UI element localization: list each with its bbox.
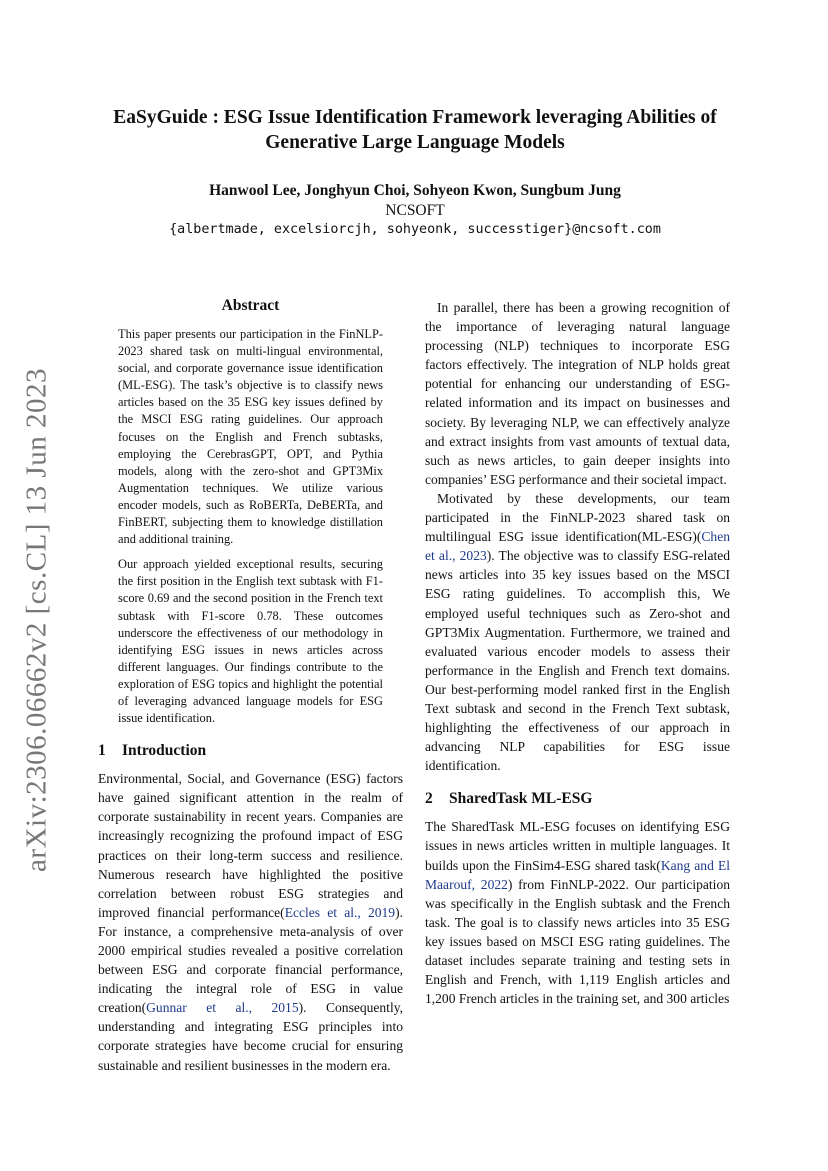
citation-link[interactable]: Chen et al., 2023 [425,529,730,564]
citation-link[interactable]: Eccles et al., 2019 [284,904,396,920]
author-emails: {albertmade, excelsiorcjh, sohyeonk, successtiger}@ncsoft.com [169,222,661,237]
abstract-paragraph: Our approach yielded exceptional results, securing the first position in the English text subtask with F1-score 0.69 and the second position in the French text subtask with F1-score 0.78. These outcomes underscore the effectiveness of our methodology in identifying ESG issues in news articles across different languages. Our findings contribute to the exploration of ESG topics and highlight the potential of leveraging advanced language models for ESG issue identification. [118,557,383,726]
shared-task-paragraph: The SharedTask ML-ESG focuses on identifying ESG issues in news articles written in multiple languages. It builds upon the FinSim4-ESG shared task(Kang and El Maarouf, 2022) from FinNLP-2022. Our participation was specifically in the English subtask and the French task. The goal is to classify news articles into 35 ESG key issues based on MSCI ESG rating guidelines. The dataset includes separate training and testing sets in English and French, with 1,119 English articles and 1,200 French articles in the training set, and 300 articles [425,819,731,1007]
affiliation: NCSOFT [385,202,445,219]
intro-paragraph-1: Environmental, Social, and Governance (ESG) factors have gained significant attention in the realm of corporate sustainability in recent years. Companies are increasingly recognizing the profound impact of ESG practices on their long-term success and resilience. Numerous research have highlighted the positive correlation between robust ESG strategies and improved financial performance(Eccles et al., 2019). For instance, a comprehensive meta-analysis of over 2000 empirical studies revealed a positive correlation between ESG and corporate financial performance, indicating the integral role of ESG in value creation(Gunnar et al., 2015). Consequently, understanding and integrating ESG principles into corporate strategies have become crucial for ensuring sustainable and resilient businesses in the modern era. [98,771,403,1073]
intro-paragraph-2: In parallel, there has been a growing recognition of the importance of leveraging natural language processing (NLP) techniques to incorporate ESG factors effectively. The integration of NLP holds great potential for enhancing our understanding of ESG-related information and its impact on businesses and society. By leveraging NLP, we can effectively analyze and extract insights from vast amounts of textual data, such as news articles, to gain deeper insights into companies’ ESG performance and their societal impact. [425,300,730,487]
paper-title [60,105,770,155]
title-line-1: EaSyGuide : ESG Issue Identification Framework leveraging Abilities of [113,107,717,128]
arxiv-sidebar [12,360,62,880]
abstract-heading: Abstract [221,297,280,314]
section-heading-shared-task [425,789,730,809]
section-title: SharedTask ML-ESG [449,790,593,808]
left-column [98,296,403,1075]
abstract-paragraph: This paper presents our participation in the FinNLP-2023 shared task on multi-lingual environmental, social, and corporate governance issue identification (ML-ESG). The task’s objective is to classify news articles based on the 35 ESG key issues defined by the MSCI ESG rating guidelines. Our approach focuses on the English and French subtasks, employing the CerebrasGPT, OPT, and Pythia models, along with the zero-shot and GPT3Mix Augmentation techniques. We utilize various encoder models, such as RoBERTa, DeBERTa, and FinBERT, subjecting them to knowledge distillation and additional training. [118,327,383,547]
section-number: 2 [425,790,433,808]
section-heading-introduction [98,741,403,761]
intro-paragraph-3: Motivated by these developments, our team participated in the FinNLP-2023 shared task on multilingual ESG issue identification(ML-ESG)(Chen et al., 2023). The objective was to classify ESG-related news articles into 35 key issues based on the MSCI ESG rating guidelines. To accomplish this, We employed useful techniques such as Zero-shot and GPT3Mix Augmentation. Furthermore, we trained and evaluated various encoder models to assess their performance in the English and French text domains. Our best-performing model ranked first in the English Text subtask and second in the French Text subtask, highlighting the effectiveness of our approach in advancing NLP capabilities for ESG issue identification. [425,490,731,774]
abstract-body [118,326,383,727]
arxiv-identifier: arXiv:2306.06662v2 [cs.CL] 13 Jun 2023 [20,368,53,872]
citation-link[interactable]: Gunnar et al., 2015 [146,1000,299,1016]
author-list: Hanwool Lee, Jonghyun Choi, Sohyeon Kwon, Sungbum Jung [209,182,621,199]
citation-link[interactable]: Kang and El Maarouf, 2022 [425,857,731,892]
right-column [425,298,730,1008]
section-title: Introduction [122,742,207,760]
section-number: 1 [98,742,106,760]
title-line-2: Generative Large Language Models [265,132,565,153]
